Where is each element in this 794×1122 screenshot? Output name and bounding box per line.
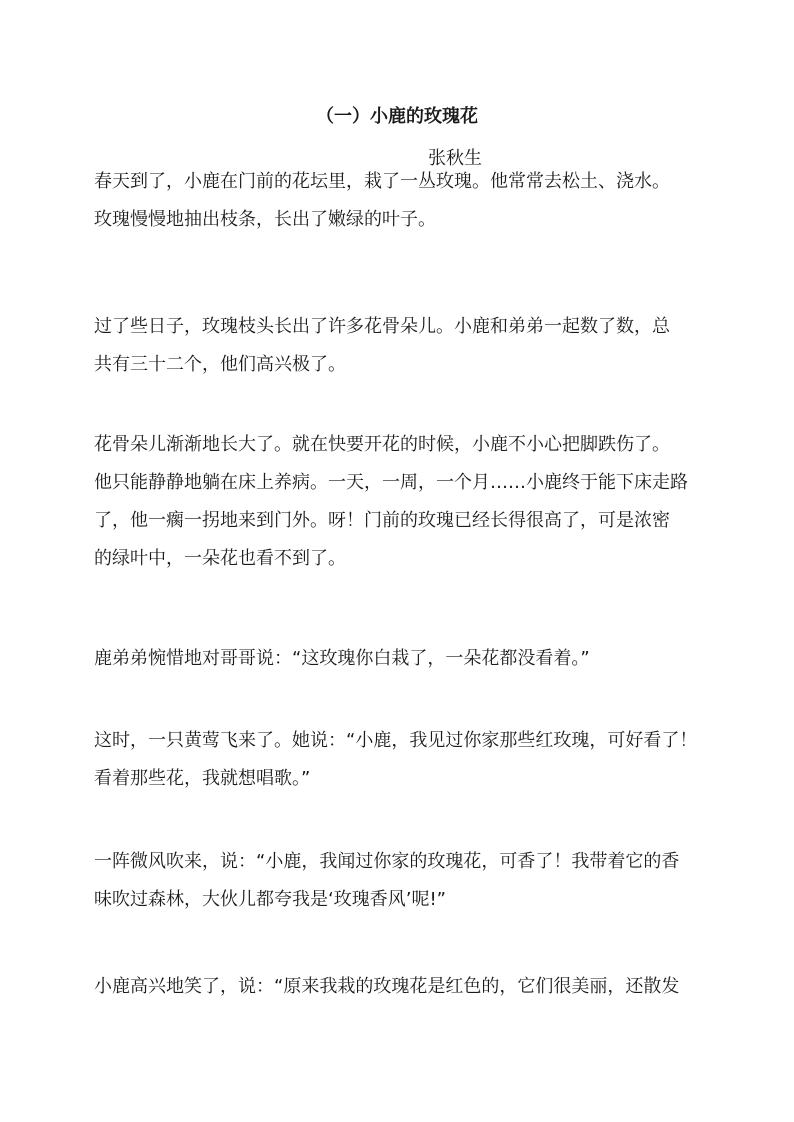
paragraph-line: 看着那些花，我就想唱歌。”	[94, 768, 311, 789]
paragraph-line: 花骨朵儿渐渐地长大了。就在快要开花的时候，小鹿不小心把脚跌伤了。	[94, 434, 670, 455]
paragraph-7	[94, 968, 706, 1006]
paragraph-line: 玫瑰慢慢地抽出枝条，长出了嫩绿的叶子。	[94, 209, 436, 230]
paragraph-line: 这时，一只黄莺飞来了。她说：“小鹿，我见过你家那些红玫瑰，可好看了！	[94, 730, 698, 751]
paragraph-1	[94, 163, 706, 239]
paragraph-line: 他只能静静地躺在床上养病。一天，一周，一个月……小鹿终于能下床走路	[94, 472, 688, 493]
paragraph-line: 一阵微风吹来，说：“小鹿，我闻过你家的玫瑰花，可香了！我带着它的香	[94, 851, 680, 872]
paragraph-line: 了，他一瘸一拐地来到门外。呀！门前的玫瑰已经长得很高了，可是浓密	[94, 510, 670, 531]
paragraph-6	[94, 843, 706, 919]
paragraph-line: 小鹿高兴地笑了，说：“原来我栽的玫瑰花是红色的，它们很美丽，还散发	[94, 976, 680, 997]
paragraph-4	[94, 640, 706, 678]
paragraph-line: 的绿叶中，一朵花也看不到了。	[94, 548, 346, 569]
paragraph-3	[94, 426, 706, 578]
paragraph-2	[94, 308, 706, 384]
paragraph-line: 共有三十二个，他们高兴极了。	[94, 354, 346, 375]
paragraph-line: 味吹过森林，大伙儿都夸我是‘玫瑰香风’呢!”	[94, 889, 446, 910]
paragraph-line: 鹿弟弟惋惜地对哥哥说：“这玫瑰你白栽了，一朵花都没看着。”	[94, 648, 590, 669]
paragraph-5	[94, 722, 706, 798]
author-name: 张秋生	[428, 148, 482, 169]
paragraph-line: 过了些日子，玫瑰枝头长出了许多花骨朵儿。小鹿和弟弟一起数了数，总	[94, 316, 670, 337]
paragraph-line: 春天到了，小鹿在门前的花坛里，栽了一丛玫瑰。他常常去松土、浇水。	[94, 171, 670, 192]
document-title: （一）小鹿的玫瑰花	[316, 106, 478, 127]
